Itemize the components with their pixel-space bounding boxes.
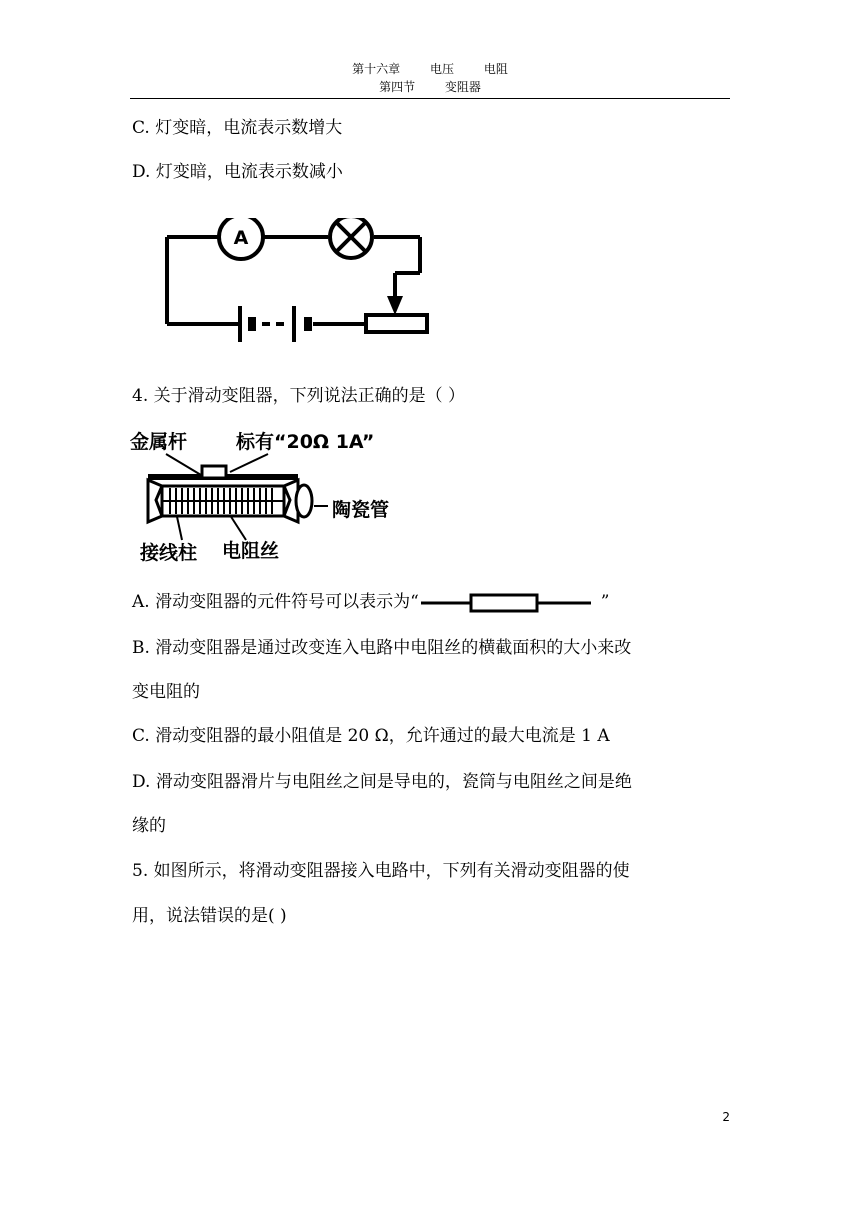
page-header <box>130 60 730 96</box>
chapter-title-a: 电压 <box>429 62 454 76</box>
q4-option-b-line1: B. 滑动变阻器是通过改变连入电路中电阻丝的横截面积的大小来改 <box>132 638 632 658</box>
label-ceramic-tube: 陶瓷管 <box>332 499 390 521</box>
label-terminal: 接线柱 <box>140 542 198 564</box>
q4-stem: 4. 关于滑动变阻器，下列说法正确的是（ ） <box>132 386 466 406</box>
q3-option-c: C. 灯变暗，电流表示数增大 <box>132 118 343 138</box>
q4-option-d-line1: D. 滑动变阻器滑片与电阻丝之间是导电的，瓷筒与电阻丝之间是绝 <box>132 772 632 792</box>
q5-stem-line2: 用，说法错误的是( ) <box>132 906 287 926</box>
section-label: 第四节 <box>379 80 416 94</box>
header-line-section <box>130 78 730 96</box>
q4-option-c: C. 滑动变阻器的最小阻值是 20 Ω，允许通过的最大电流是 1 A <box>132 726 610 746</box>
rheostat-symbol <box>366 296 427 332</box>
battery-symbol <box>240 306 312 342</box>
page-number: 2 <box>722 1110 730 1124</box>
lamp-symbol <box>330 218 372 258</box>
resistor-symbol <box>421 592 599 614</box>
q4-option-b-line2: 变电阻的 <box>132 682 200 702</box>
q5-stem-line1: 5. 如图所示，将滑动变阻器接入电路中，下列有关滑动变阻器的使 <box>132 861 630 881</box>
section-title: 变阻器 <box>444 80 481 94</box>
circuit-diagram <box>160 218 440 346</box>
rheostat-body <box>148 466 312 522</box>
header-line-chapter <box>130 60 730 78</box>
q3-option-d: D. 灯变暗，电流表示数减小 <box>132 162 343 182</box>
chapter-label: 第十六章 <box>352 62 401 76</box>
label-metal-rod: 金属杆 <box>130 431 188 453</box>
ammeter-symbol <box>219 218 263 259</box>
chapter-title-b: 电阻 <box>483 62 508 76</box>
rheostat-figure <box>128 428 428 568</box>
q4-option-a-close-quote: ” <box>600 592 610 612</box>
q4-option-a-text: A. 滑动变阻器的元件符号可以表示为“ <box>132 592 419 612</box>
ammeter-label: A <box>233 227 249 249</box>
label-resistance-wire: 电阻丝 <box>222 540 280 562</box>
q4-option-a <box>132 590 609 614</box>
q4-option-d-line2: 缘的 <box>132 816 166 836</box>
label-rating: 标有“20Ω 1A” <box>236 431 375 453</box>
header-divider <box>130 98 730 99</box>
